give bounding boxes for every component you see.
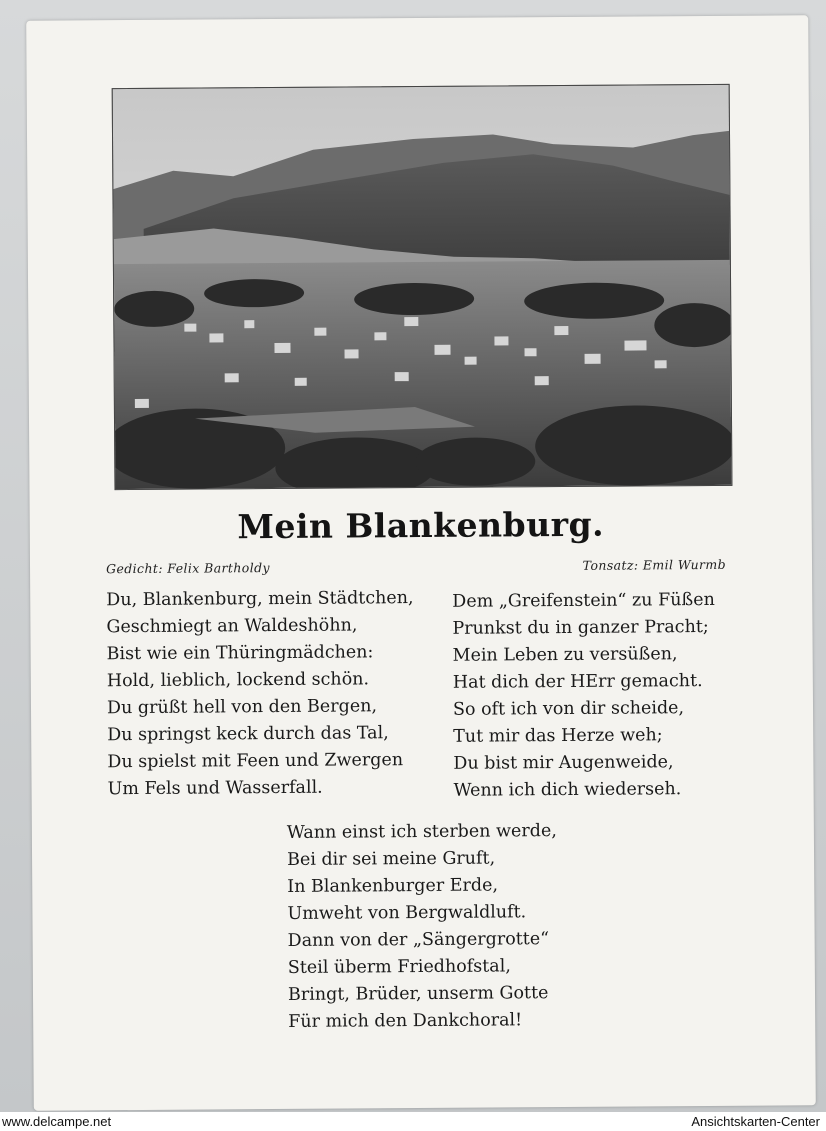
landscape-photo — [112, 84, 733, 490]
verse-line: Bist wie ein Thüringmädchen: — [106, 642, 374, 665]
stanza-left — [106, 585, 415, 803]
verse-line: Mein Leben zu versüßen, — [452, 644, 678, 666]
verse-line: In Blankenburger Erde, — [287, 875, 499, 897]
footer-source-text: www.delcampe.net — [2, 1114, 112, 1129]
verse-line: Hold, lieblich, lockend schön. — [106, 669, 370, 692]
verse-line: Bei dir sei meine Gruft, — [286, 848, 496, 870]
verse-line: Wann einst ich sterben werde, — [286, 821, 557, 843]
verse-line: Bringt, Brüder, unserm Gotte — [287, 983, 549, 1005]
verse-line: Hat dich der HErr gemacht. — [452, 671, 703, 693]
watermark-footer — [0, 1112, 826, 1131]
verse-line: Du, Blankenburg, mein Städtchen, — [106, 588, 414, 611]
poem-credit: Gedicht: Felix Bartholdy — [105, 560, 271, 577]
verse-line: Prunkst du in ganzer Pracht; — [452, 616, 709, 639]
music-credit: Tonsatz: Emil Wurmb — [582, 556, 727, 573]
verse-line: Wenn ich dich wiederseh. — [453, 779, 682, 801]
stanza-bottom — [287, 818, 559, 1036]
verse-line: Um Fels und Wasserfall. — [107, 777, 323, 800]
verse-line: Geschmiegt an Waldeshöhn, — [106, 615, 358, 638]
verse-line: Steil überm Friedhofstal, — [287, 956, 511, 978]
verse-line: Tut mir das Herze weh; — [453, 725, 663, 747]
stanza-right — [452, 587, 716, 805]
verse-line: Dann von der „Sängergrotte“ — [287, 929, 550, 951]
verse-line: Dem „Greifenstein“ zu Füßen — [452, 589, 715, 612]
footer-seller-text: Ansichtskarten-Center — [691, 1114, 820, 1129]
postcard — [26, 15, 816, 1110]
card-title: Mein Blankenburg. — [237, 504, 605, 547]
landscape-photo-icon — [113, 85, 732, 489]
verse-line: Du grüßt hell von den Bergen, — [106, 696, 378, 719]
verse-line: Für mich den Dankchoral! — [288, 1010, 523, 1032]
verse-line: So oft ich von dir scheide, — [452, 698, 685, 720]
verse-line: Du springst keck durch das Tal, — [107, 723, 389, 746]
verse-line: Umweht von Bergwaldluft. — [287, 902, 527, 924]
verse-line: Du bist mir Augenweide, — [453, 752, 674, 774]
verse-line: Du spielst mit Feen und Zwergen — [107, 750, 404, 773]
